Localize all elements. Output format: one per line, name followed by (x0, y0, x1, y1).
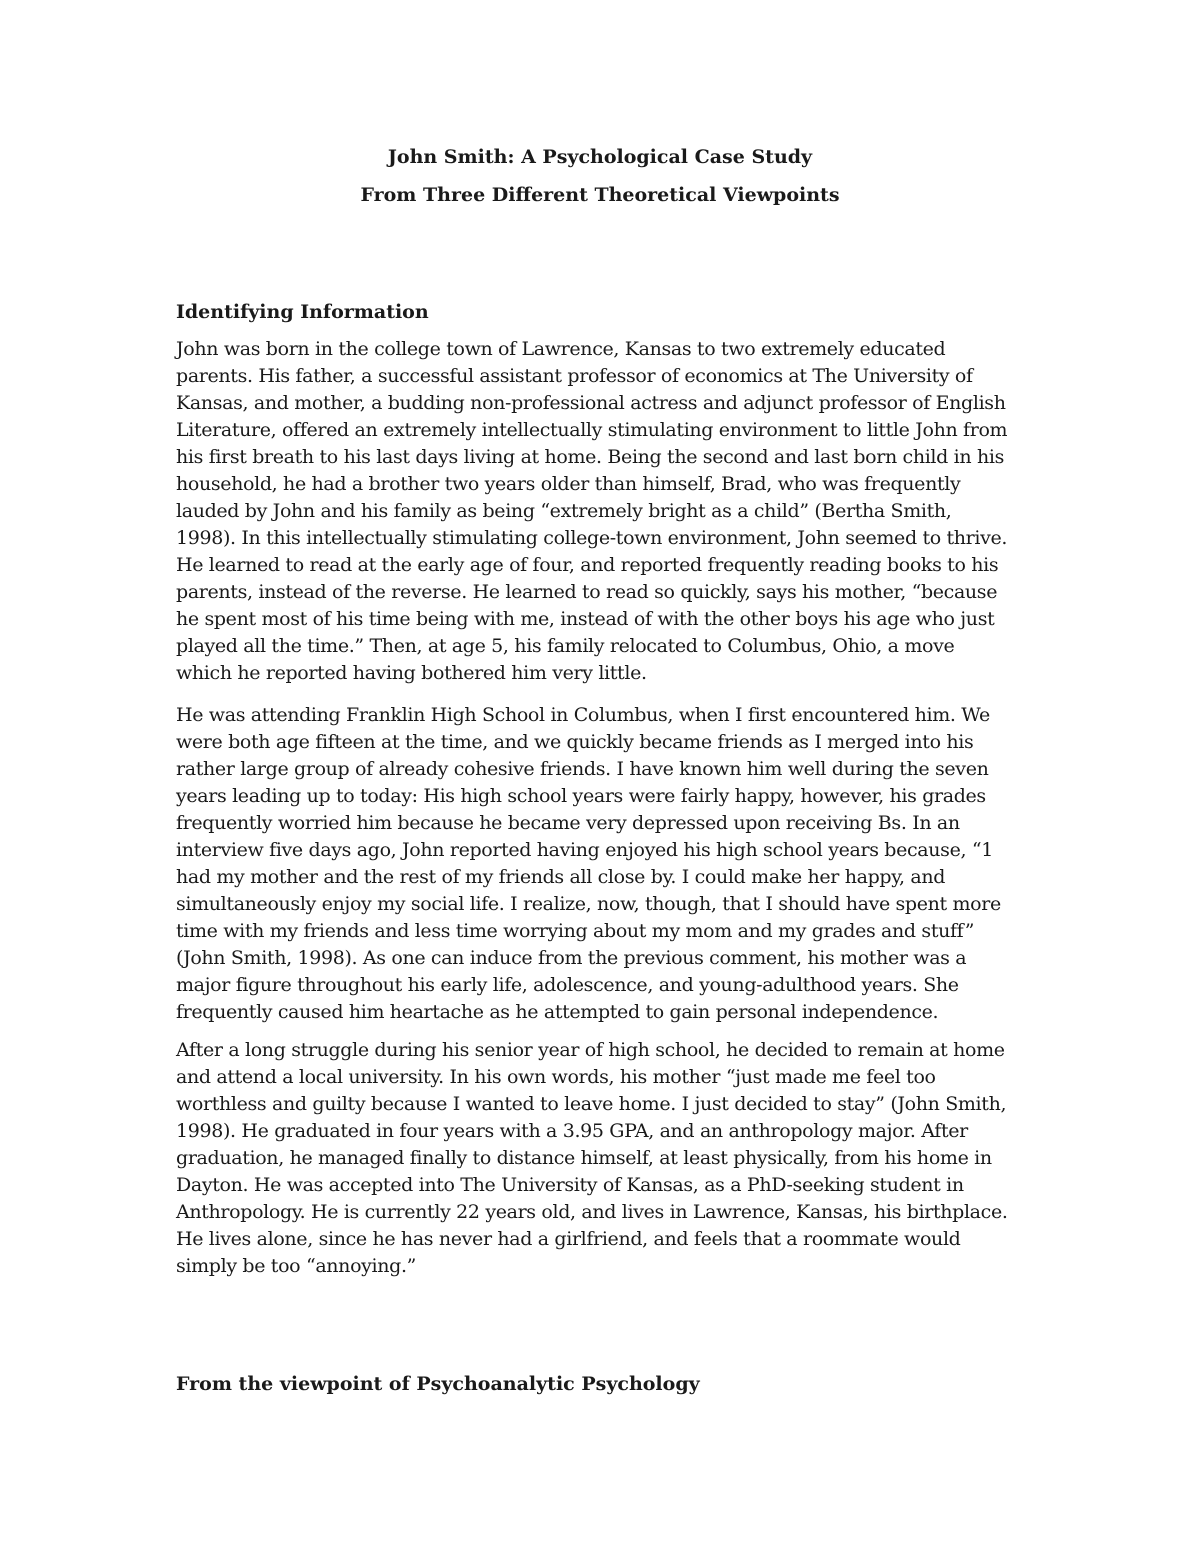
paragraph-line: parents. His father, a successful assistant professor of economics at The University of (176, 365, 973, 387)
paragraph-line: which he reported having bothered him very little. (176, 662, 647, 684)
paragraph-3 (176, 1037, 1026, 1280)
paragraph-line: had my mother and the rest of my friends all close by. I could make her happy, and (176, 866, 946, 888)
paragraph-line: 1998). In this intellectually stimulating college-town environment, John seemed to thrive. (176, 527, 1008, 549)
paragraph-line: graduation, he managed finally to distance himself, at least physically, from his home in (176, 1147, 992, 1169)
paragraph-line: John was born in the college town of Lawrence, Kansas to two extremely educated (176, 338, 946, 360)
paragraph-line: 1998). He graduated in four years with a 3.95 GPA, and an anthropology major. After (176, 1120, 968, 1142)
paragraph-line: (John Smith, 1998). As one can induce from the previous comment, his mother was a (176, 947, 967, 969)
paragraph-line: He was attending Franklin High School in Columbus, when I first encountered him. We (176, 704, 990, 726)
paragraph-line: worthless and guilty because I wanted to leave home. I just decided to stay” (John Smith, (176, 1093, 1007, 1115)
paragraph-line: played all the time.” Then, at age 5, his family relocated to Columbus, Ohio, a move (176, 635, 955, 657)
section-heading-identifying-information: Identifying Information (176, 301, 429, 323)
paragraph-line: interview five days ago, John reported having enjoyed his high school years because, “1 (176, 839, 993, 861)
paragraph-line: He learned to read at the early age of four, and reported frequently reading books to his (176, 554, 999, 576)
paragraph-line: and attend a local university. In his own words, his mother “just made me feel too (176, 1066, 936, 1088)
paragraph-line: simply be too “annoying.” (176, 1255, 417, 1277)
paragraph-line: frequently caused him heartache as he attempted to gain personal independence. (176, 1001, 939, 1023)
paragraph-line: years leading up to today: His high school years were fairly happy, however, his grades (176, 785, 986, 807)
paragraph-line: major figure throughout his early life, adolescence, and young-adulthood years. She (176, 974, 959, 996)
paragraph-2 (176, 702, 1026, 1026)
paragraph-line: he spent most of his time being with me, instead of with the other boys his age who just (176, 608, 995, 630)
paragraph-line: Literature, offered an extremely intellectually stimulating environment to little John from (176, 419, 1008, 441)
paragraph-1 (176, 336, 1026, 687)
paragraph-line: Kansas, and mother, a budding non-professional actress and adjunct professor of English (176, 392, 1006, 414)
document-subtitle: From Three Different Theoretical Viewpoints (360, 184, 840, 206)
paragraph-line: He lives alone, since he has never had a girlfriend, and feels that a roommate would (176, 1228, 961, 1250)
paragraph-line: his first breath to his last days living at home. Being the second and last born child in his (176, 446, 1004, 468)
paragraph-line: Anthropology. He is currently 22 years old, and lives in Lawrence, Kansas, his birthplace. (176, 1201, 1008, 1223)
paragraph-line: frequently worried him because he became very depressed upon receiving Bs. In an (176, 812, 960, 834)
paragraph-line: lauded by John and his family as being “extremely bright as a child” (Bertha Smith, (176, 500, 952, 522)
paragraph-line: household, he had a brother two years older than himself, Brad, who was frequently (176, 473, 961, 495)
section-heading-psychoanalytic: From the viewpoint of Psychoanalytic Psychology (176, 1373, 700, 1395)
paragraph-line: were both age fifteen at the time, and we quickly became friends as I merged into his (176, 731, 974, 753)
paragraph-line: rather large group of already cohesive friends. I have known him well during the seven (176, 758, 989, 780)
paragraph-line: simultaneously enjoy my social life. I realize, now, though, that I should have spent more (176, 893, 1001, 915)
document-title: John Smith: A Psychological Case Study (387, 146, 813, 168)
paragraph-line: Dayton. He was accepted into The University of Kansas, as a PhD-seeking student in (176, 1174, 964, 1196)
paragraph-line: parents, instead of the reverse. He learned to read so quickly, says his mother, “because (176, 581, 998, 603)
paragraph-line: time with my friends and less time worrying about my mom and my grades and stuff” (176, 920, 975, 942)
paragraph-line: After a long struggle during his senior year of high school, he decided to remain at home (176, 1039, 1005, 1061)
